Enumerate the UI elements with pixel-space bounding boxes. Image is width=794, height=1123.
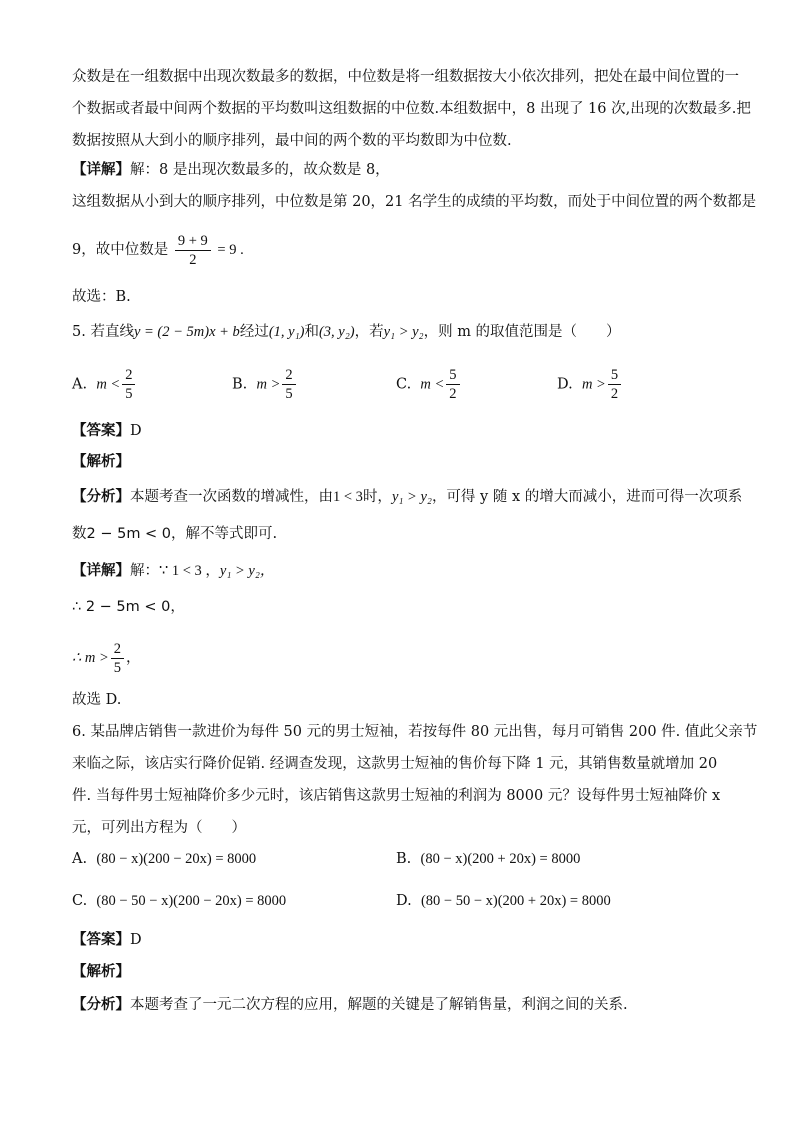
option-fraction [446,366,459,403]
q5-and: 和 [304,324,319,340]
fraction-denominator: 5 [285,386,293,402]
fraction-denominator: 5 [125,386,133,402]
option-label: D. [396,893,412,909]
q6-option-a [72,851,256,868]
q5-point-1: (1, y₁) [268,324,305,340]
fenxi-tag: 【分析】 [72,488,130,505]
q5-detail-line-1 [72,561,274,581]
q5-stem [72,322,621,342]
option-label: C. [396,376,412,393]
fenxi-condition-2: y₁ > y₂ [391,489,432,505]
answer-value: D [130,932,142,948]
fenxi-text: ，解不等式即可. [171,526,278,542]
detail-condition: ∵ 1 < 3 ， [159,563,220,579]
q5-detail-line-2: ∴ 2 − 5m < 0， [72,599,185,615]
option-label: C. [72,893,88,909]
detail-relation: ∴ m > [72,650,109,666]
median-result: = 9 . [217,242,244,258]
q5-stem-mid: 经过 [239,324,269,340]
q6-option-b [396,851,580,868]
detail-tag: 【详解】 [72,161,130,178]
fraction-numerator: 2 [282,366,295,385]
option-relation: m < [96,376,121,393]
q5-option-c [396,366,462,403]
fraction-numerator: 5 [608,366,621,385]
q6-analysis-heading [72,962,130,982]
answer-value: D [130,423,142,439]
fraction-denominator: 5 [113,659,121,676]
analysis-tag: 【解析】 [72,453,130,470]
option-label: D. [557,376,573,393]
option-label: B. [232,376,248,393]
option-equation: (80 − x)(200 + 20x) = 8000 [420,851,581,867]
q5-stem-prefix: 5. 若直线 [72,324,134,340]
option-label: B. [396,851,412,867]
option-fraction [122,366,135,403]
detail-text: 解： [130,563,159,579]
q5-line-equation: y = (2 − 5m)x + b [133,324,240,340]
option-relation: m > [256,376,281,393]
fraction-numerator: 2 [111,640,124,659]
q4-median-formula [72,228,244,272]
intro-line-1: 众数是在一组数据中出现次数最多的数据，中位数是将一组数据按大小依次排列，把处在最中间位置的一 [72,69,739,85]
answer-tag: 【答案】 [72,422,130,439]
option-fraction [282,366,295,403]
q4-detail [72,160,390,180]
q6-option-c [72,893,286,910]
q5-point-2: (3, y₂) [318,324,355,340]
fraction-numerator: 9 + 9 [175,232,211,251]
median-fraction [175,232,211,269]
q4-detail-line-1: 解：8 是出现次数最多的，故众数是 8， [130,162,390,178]
option-equation: (80 − x)(200 − 20x) = 8000 [96,851,257,867]
q6-answer [72,930,142,950]
fenxi-text: 时， [362,489,392,505]
q6-option-d [396,893,611,910]
intro-line-2: 个数据或者最中间两个数据的平均数叫这组数据的中位数.本组数据中，8 出现了 16 次,出现的次数最多.把 [72,101,751,117]
q6-stem-line-2: 来临之际，该店实行降价促销. 经调查发现，这款男士短袖的售价每下降 1 元，其销售数量就增加 20 [72,756,718,772]
fraction-numerator: 2 [122,366,135,385]
fenxi-text: ，可得 y 随 x 的增大而减小，进而可得一次项系 [431,489,743,505]
q6-fenxi [72,995,628,1015]
q5-detail-line-3 [72,636,140,680]
fraction-denominator: 2 [189,251,197,268]
fraction-numerator: 5 [446,366,459,385]
fenxi-text: 本题考查了一元二次方程的应用，解题的关键是了解销售量，利润之间的关系. [130,997,628,1013]
intro-line-3: 数据按照从大到小的顺序排列，最中间的两个数的平均数即为中位数. [72,133,512,149]
q5-analysis-heading [72,452,130,472]
fenxi-tag: 【分析】 [72,996,130,1013]
q5-option-d [557,366,623,403]
option-relation: m > [581,376,606,393]
option-equation: (80 − 50 − x)(200 + 20x) = 8000 [420,893,611,909]
option-label: A. [72,851,88,867]
median-prefix: 9，故中位数是 [72,242,169,258]
q5-condition: y₁ > y₂ [383,324,424,340]
fraction-denominator: 2 [610,386,619,402]
option-relation: m < [420,376,445,393]
fenxi-inequality: 2 − 5m < 0 [86,526,172,542]
option-equation: (80 − 50 − x)(200 − 20x) = 8000 [96,893,287,909]
q5-option-b [232,366,298,403]
option-fraction [608,366,621,403]
detail-text: ， [125,650,141,666]
q5-fenxi-line-1 [72,487,742,507]
fenxi-text: 数 [72,526,87,542]
q5-fenxi-line-2 [72,524,277,544]
fenxi-text: 本题考查一次函数的增减性，由 [130,489,333,505]
option-label: A. [72,376,88,393]
q6-stem-line-1: 6. 某品牌店销售一款进价为每件 50 元的男士短袖，若按每件 80 元出售，每月可销售 200 件. 值此父亲节 [72,724,758,740]
q6-stem-line-4: 元，可列出方程为（ ） [72,820,246,836]
fraction-denominator: 2 [449,386,457,402]
q5-stem-if: ，若 [354,324,384,340]
q5-final: 故选 D. [72,692,122,708]
answer-tag: 【答案】 [72,931,130,948]
detail-fraction [111,640,124,677]
analysis-tag: 【解析】 [72,963,130,980]
q6-stem-line-3: 件. 当每件男士短袖降价多少元时，该店销售这款男士短袖的利润为 8000 元？设每件男士短袖降价 x [72,788,721,804]
q4-answer: 故选：B. [72,289,131,305]
q4-detail-line-2: 这组数据从小到大的顺序排列，中位数是第 20，21 名学生的成绩的平均数，而处于中间位置的两个数都是 [72,194,757,210]
q5-stem-suffix: ，则 m 的取值范围是（ ） [423,324,621,340]
fenxi-condition-1: 1 < 3 [333,489,363,505]
detail-condition: y₁ > y₂， [219,563,275,579]
q5-option-a [72,366,137,403]
detail-tag: 【详解】 [72,562,130,579]
q5-answer [72,421,142,441]
